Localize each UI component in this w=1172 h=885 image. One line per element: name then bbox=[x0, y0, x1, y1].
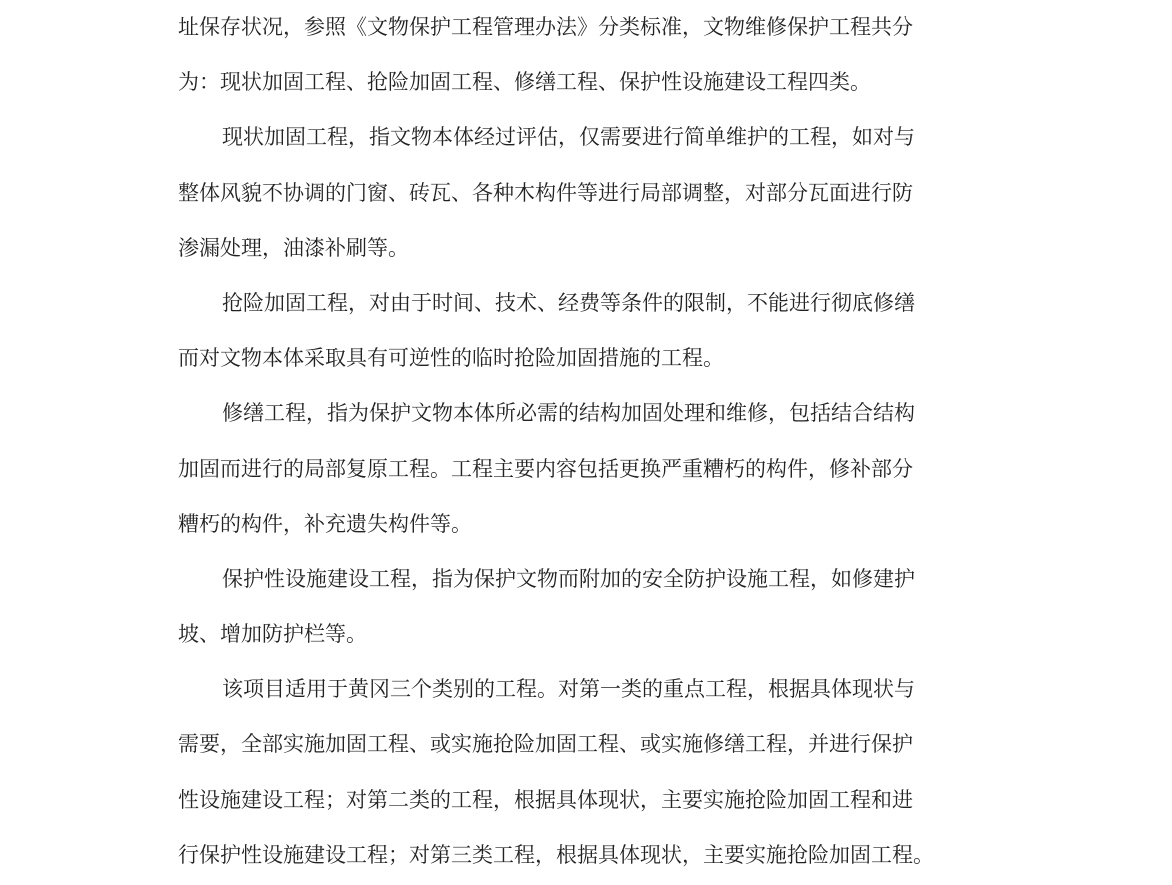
paragraph-current-reinforcement bbox=[178, 112, 998, 278]
text-line: 需要，全部实施加固工程、或实施抢险加固工程、或实施修缮工程，并进行保护 bbox=[178, 732, 913, 757]
text-line: 而对文物本体采取具有可逆性的临时抢险加固措施的工程。 bbox=[178, 346, 724, 371]
text-line: 行保护性设施建设工程；对第三类工程，根据具体现状，主要实施抢险加固工程。 bbox=[178, 842, 934, 867]
paragraph-project-scope bbox=[178, 664, 998, 885]
paragraph-protective-facilities bbox=[178, 554, 998, 664]
text-line: 抢险加固工程，对由于时间、技术、经费等条件的限制，不能进行彻底修缮 bbox=[222, 290, 915, 315]
paragraph-repair-works bbox=[178, 388, 998, 554]
text-line: 糟朽的构件，补充遗失构件等。 bbox=[178, 511, 472, 536]
text-line: 坡、增加防护栏等。 bbox=[178, 622, 367, 647]
text-line: 保护性设施建设工程，指为保护文物而附加的安全防护设施工程，如修建护 bbox=[222, 566, 915, 591]
body-text bbox=[178, 2, 998, 885]
text-line: 为：现状加固工程、抢险加固工程、修缮工程、保护性设施建设工程四类。 bbox=[178, 70, 871, 95]
paragraph-emergency-reinforcement bbox=[178, 278, 998, 388]
paragraph-classification-intro bbox=[178, 2, 998, 112]
text-line: 渗漏处理，油漆补刷等。 bbox=[178, 235, 409, 260]
text-line: 现状加固工程，指文物本体经过评估，仅需要进行简单维护的工程，如对与 bbox=[222, 125, 915, 150]
text-line: 整体风貌不协调的门窗、砖瓦、各种木构件等进行局部调整，对部分瓦面进行防 bbox=[178, 180, 913, 205]
text-line: 加固而进行的局部复原工程。工程主要内容包括更换严重糟朽的构件，修补部分 bbox=[178, 456, 913, 481]
text-line: 该项目适用于黄冈三个类别的工程。对第一类的重点工程，根据具体现状与 bbox=[222, 677, 915, 702]
text-line: 址保存状况，参照《文物保护工程管理办法》分类标准，文物维修保护工程共分 bbox=[178, 15, 913, 39]
text-line: 修缮工程，指为保护文物本体所必需的结构加固处理和维修，包括结合结构 bbox=[222, 401, 915, 426]
text-line: 性设施建设工程；对第二类的工程，根据具体现状，主要实施抢险加固工程和进 bbox=[178, 787, 913, 812]
